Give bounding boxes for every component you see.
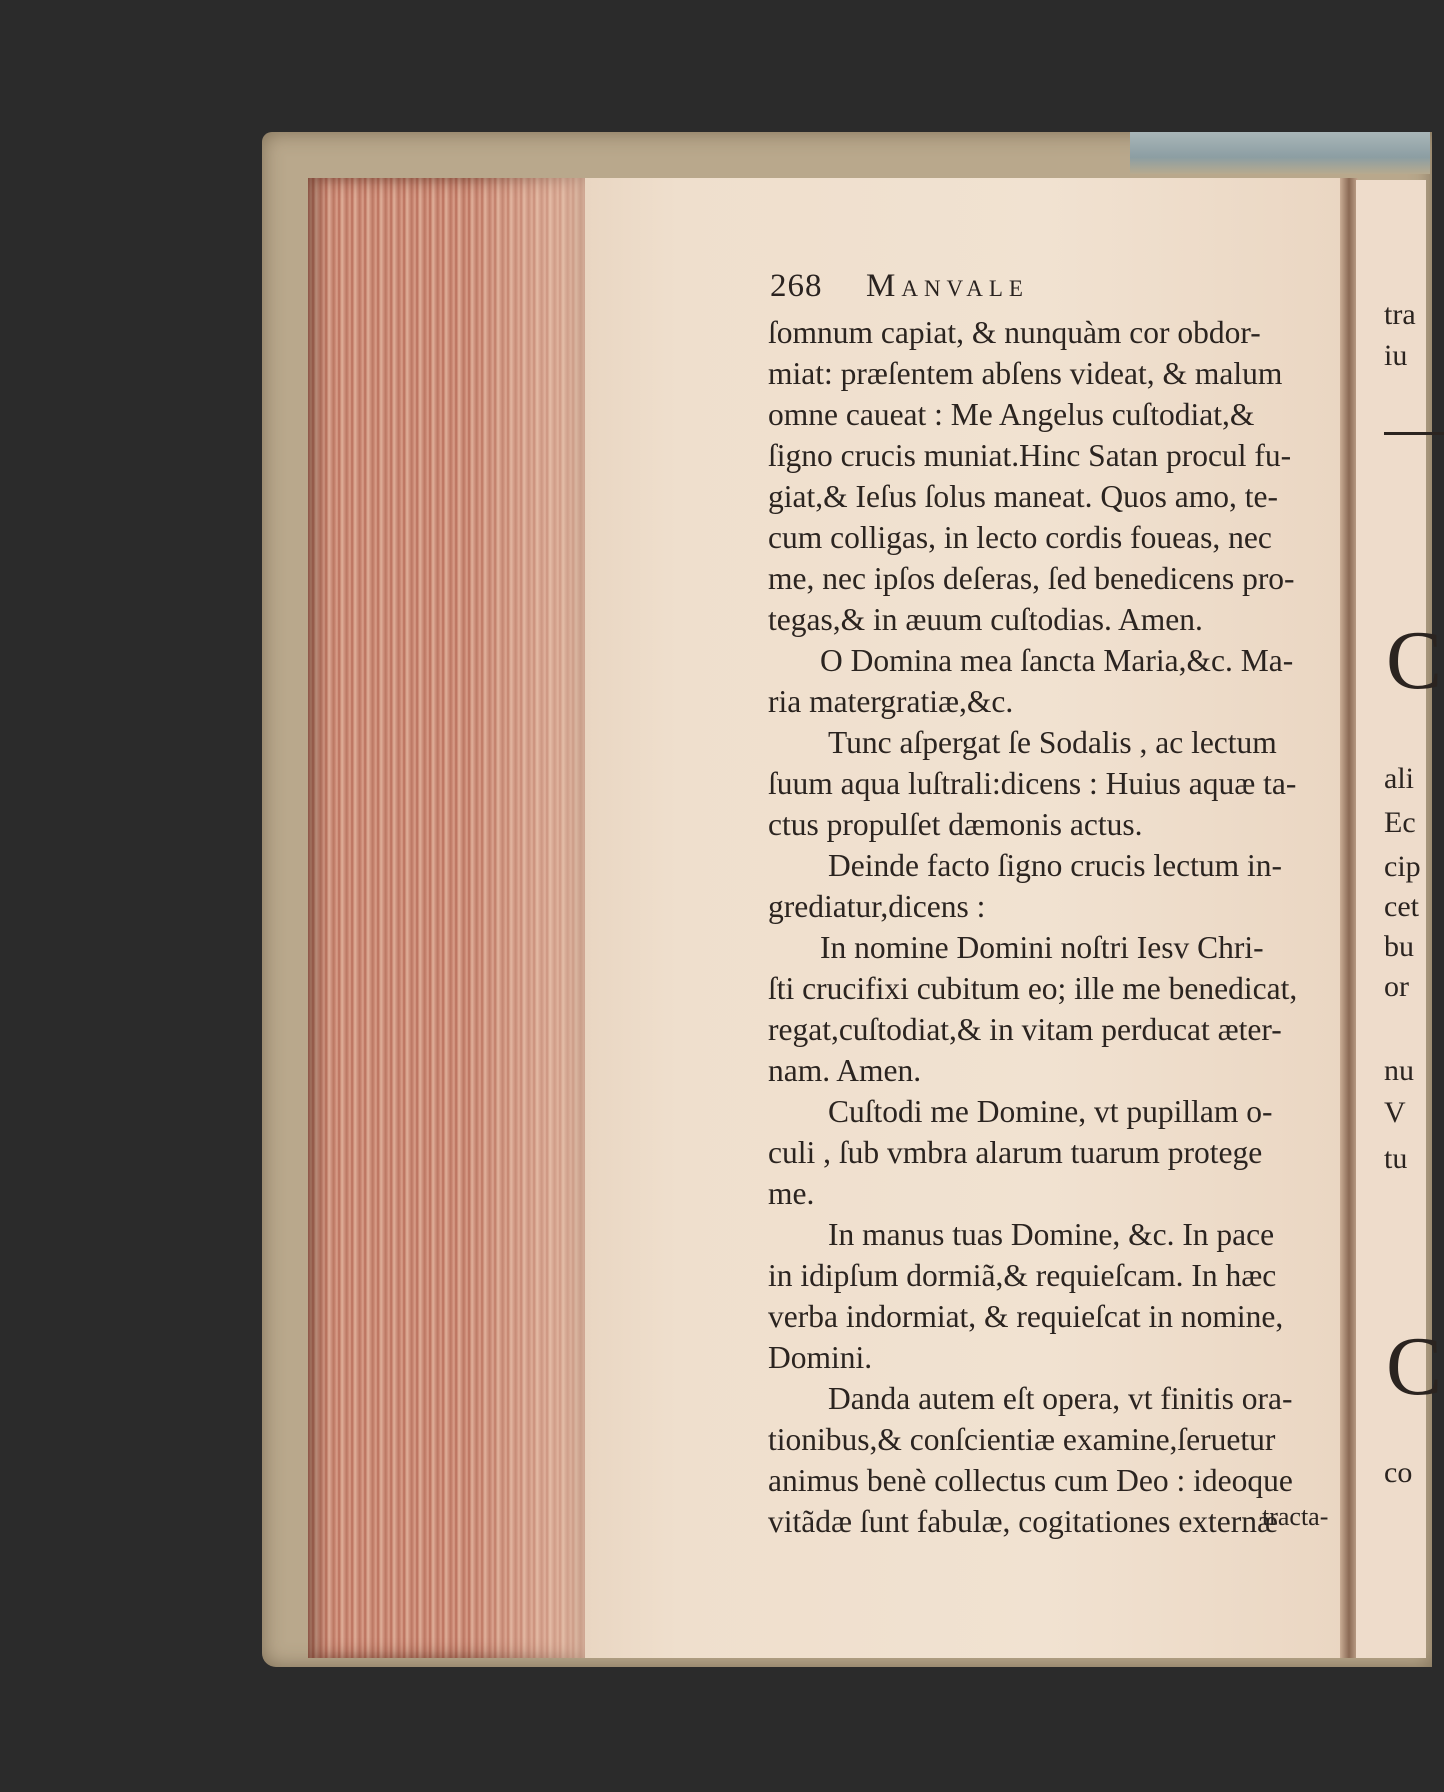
text-line: nam. Amen.	[768, 1053, 922, 1088]
text-line: culi , ſub vmbra alarum tuarum protege	[768, 1135, 1263, 1170]
right-page-fragment: nu	[1384, 1054, 1414, 1087]
text-line: Cuſtodi me Domine, vt pupillam o-	[828, 1094, 1273, 1129]
text-line: vitãdæ ſunt fabulæ, cogitationes externæ	[768, 1504, 1279, 1539]
text-line: ſuum aqua luſtrali:dicens : Huius aquæ ta-	[768, 766, 1297, 801]
right-page-fragment: cip	[1384, 850, 1421, 883]
text-line: In manus tuas Domine, &c. In pace	[828, 1217, 1275, 1252]
page-edges	[308, 178, 588, 1658]
text-line: in idipſum dormiã,& requieſcam. In hæc	[768, 1258, 1277, 1293]
running-head: Manvale	[866, 268, 1029, 304]
catchword: tracta-	[1262, 1502, 1329, 1531]
text-line: tegas,& in æuum cuſtodias. Amen.	[768, 602, 1203, 637]
right-page-rule	[1384, 432, 1444, 435]
text-line: In nomine Domini noſtri Iesv Chri-	[820, 930, 1264, 965]
right-page-initial-1: C	[1386, 614, 1443, 707]
page-number: 268	[770, 268, 823, 304]
right-page-fragment: or	[1384, 970, 1409, 1003]
text-line: me.	[768, 1176, 815, 1211]
text-line: verba indormiat, & requieſcat in nomine,	[768, 1299, 1284, 1334]
right-page-fragment: V	[1384, 1096, 1406, 1129]
right-page-fragment: cet	[1384, 890, 1419, 923]
page-header	[770, 268, 1330, 308]
text-line: giat,& Ieſus ſolus maneat. Quos amo, te-	[768, 479, 1279, 514]
text-line: ria matergratiæ,&c.	[768, 684, 1014, 719]
cover-edge	[1130, 132, 1430, 174]
text-line: me, nec ipſos deſeras, ſed benedicens pro-	[768, 561, 1295, 596]
text-line: grediatur,dicens :	[768, 889, 986, 924]
text-line: ctus propulſet dæmonis actus.	[768, 807, 1143, 842]
text-line: ſomnum capiat, & nunquàm cor obdor-	[768, 315, 1261, 350]
text-line: Domini.	[768, 1340, 873, 1375]
text-line: ſti crucifixi cubitum eo; ille me benedicat,	[768, 971, 1298, 1006]
text-line: Danda autem eſt opera, vt finitis ora-	[828, 1381, 1293, 1416]
text-line: cum colligas, in lecto cordis foueas, nec	[768, 520, 1272, 555]
text-line: omne caueat : Me Angelus cuſtodiat,&	[768, 397, 1255, 432]
right-page-fragment: bu	[1384, 930, 1414, 963]
right-page-fragment: Ec	[1384, 806, 1416, 839]
right-page-initial-2: C	[1386, 1320, 1443, 1413]
right-page-fragment: co	[1384, 1456, 1413, 1489]
right-page-fragment: iu	[1384, 339, 1408, 372]
text-line: O Domina mea ſancta Maria,&c. Ma-	[820, 643, 1294, 678]
text-line: Tunc aſpergat ſe Sodalis , ac lectum	[828, 725, 1277, 760]
text-line: tionibus,& conſcientiæ examine,ſeruetur	[768, 1422, 1276, 1457]
right-page-fragment: tu	[1384, 1142, 1408, 1175]
right-page-fragment: ali	[1384, 762, 1414, 795]
text-line: ſigno crucis muniat.Hinc Satan procul fu-	[768, 438, 1292, 473]
text-line: regat,cuſtodiat,& in vitam perducat æter-	[768, 1012, 1282, 1047]
text-line: animus benè collectus cum Deo : ideoque	[768, 1463, 1293, 1498]
right-page-fragment: tra	[1384, 298, 1416, 331]
text-line: Deinde facto ſigno crucis lectum in-	[828, 848, 1282, 883]
body-text	[768, 312, 1328, 1542]
text-line: miat: præſentem abſens videat, & malum	[768, 356, 1283, 391]
